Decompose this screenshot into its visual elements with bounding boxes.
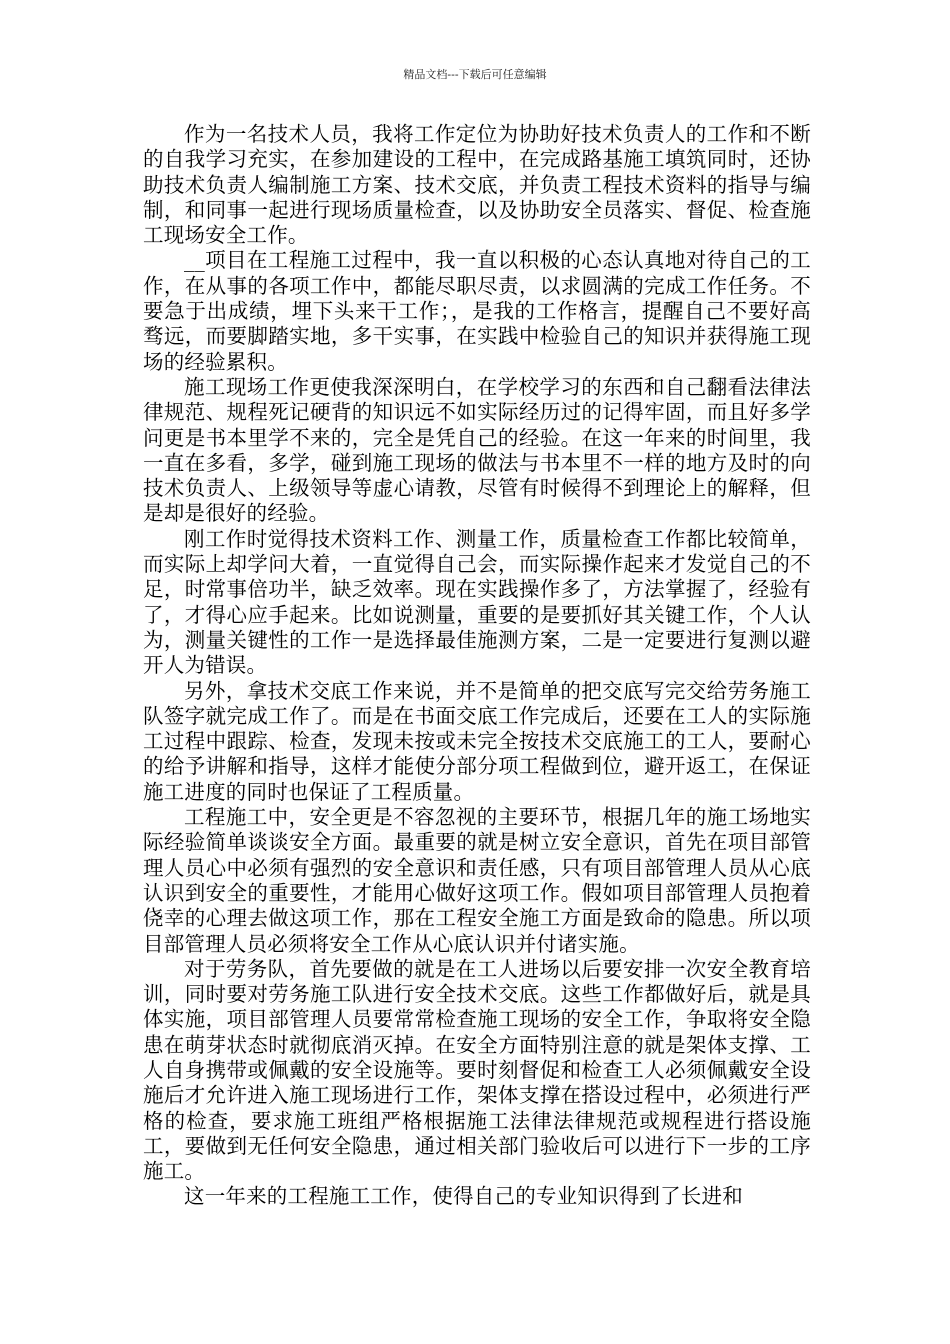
paragraph-2: __项目在工程施工过程中，我一直以积极的心态认真地对待自己的工作，在从事的各项工作中，都能尽职尽责，以求圆满的完成工作任务。不要急于出成绩，埋下头来干工作；，是我的工作格言，提醒自己不要好高骛远，而要脚踏实地，多干实事，在实践中检验自己的知识并获得施工现场的经验累积。	[143, 248, 811, 374]
paragraph-4: 刚工作时觉得技术资料工作、测量工作，质量检查工作都比较简单，而实际上却学问大着，一直觉得自己会，而实际操作起来才发觉自己的不足，时常事倍功半，缺乏效率。现在实践操作多了，方法掌握了，经验有了，才得心应手起来。比如说测量，重要的是要抓好其关键工作，个人认为，测量关键性的工作一是选择最佳施测方案，二是一定要进行复测以避开人为错误。	[143, 526, 811, 678]
paragraph-8: 这一年来的工程施工工作，使得自己的专业知识得到了长进和	[184, 1184, 743, 1209]
paragraph-6: 工程施工中，安全更是不容忽视的主要环节，根据几年的施工场地实际经验简单谈谈安全方面。最重要的就是树立安全意识，首先在项目部管理人员心中必须有强烈的安全意识和责任感，只有项目部管理人员从心底认识到安全的重要性，才能用心做好这项工作。假如项目部管理人员抱着侥幸的心理去做这项工作，那在工程安全施工方面是致命的隐患。所以项目部管理人员必须将安全工作从心底认识并付诸实施。	[143, 805, 811, 956]
paragraph-7: 对于劳务队，首先要做的就是在工人进场以后要安排一次安全教育培训，同时要对劳务施工队进行安全技术交底。这些工作都做好后，就是具体实施，项目部管理人员要常常检查施工现场的安全工作，争取将安全隐患在萌芽状态时就彻底消灭掉。在安全方面特别注意的就是架体支撑、工人自身携带或佩戴的安全设施等。要时刻督促和检查工人必须佩戴安全设施后才允许进入施工现场进行工作，架体支撑在搭设过程中，必须进行严格的检查，要求施工班组严格根据施工法律法律规范或规程进行搭设施工，要做到无任何安全隐患，通过相关部门验收后可以进行下一步的工序施工。	[143, 956, 811, 1184]
page-header: 精品文档---下载后可任意编辑	[403, 68, 547, 81]
paragraph-3: 施工现场工作更使我深深明白，在学校学习的东西和自己翻看法律法律规范、规程死记硬背的知识远不如实际经历过的记得牢固，而且好多学问更是书本里学不来的，完全是凭自己的经验。在这一年来的时间里，我一直在多看，多学，碰到施工现场的做法与书本里不一样的地方及时的向技术负责人、上级领导等虚心请教，尽管有时候得不到理论上的解释，但是却是很好的经验。	[143, 374, 811, 526]
paragraph-1: 作为一名技术人员，我将工作定位为协助好技术负责人的工作和不断的自我学习充实，在参加建设的工程中，在完成路基施工填筑同时，还协助技术负责人编制施工方案、技术交底，并负责工程技术资料的指导与编制，和同事一起进行现场质量检查，以及协助安全员落实、督促、检查施工现场安全工作。	[143, 122, 811, 248]
paragraph-5: 另外，拿技术交底工作来说，并不是简单的把交底写完交给劳务施工队签字就完成工作了。而是在书面交底工作完成后，还要在工人的实际施工过程中跟踪、检查，发现未按或未完全按技术交底施工的工人，要耐心的给予讲解和指导，这样才能使分部分项工程做到位，避开返工，在保证施工进度的同时也保证了工程质量。	[143, 678, 811, 804]
document-body	[143, 122, 811, 1210]
